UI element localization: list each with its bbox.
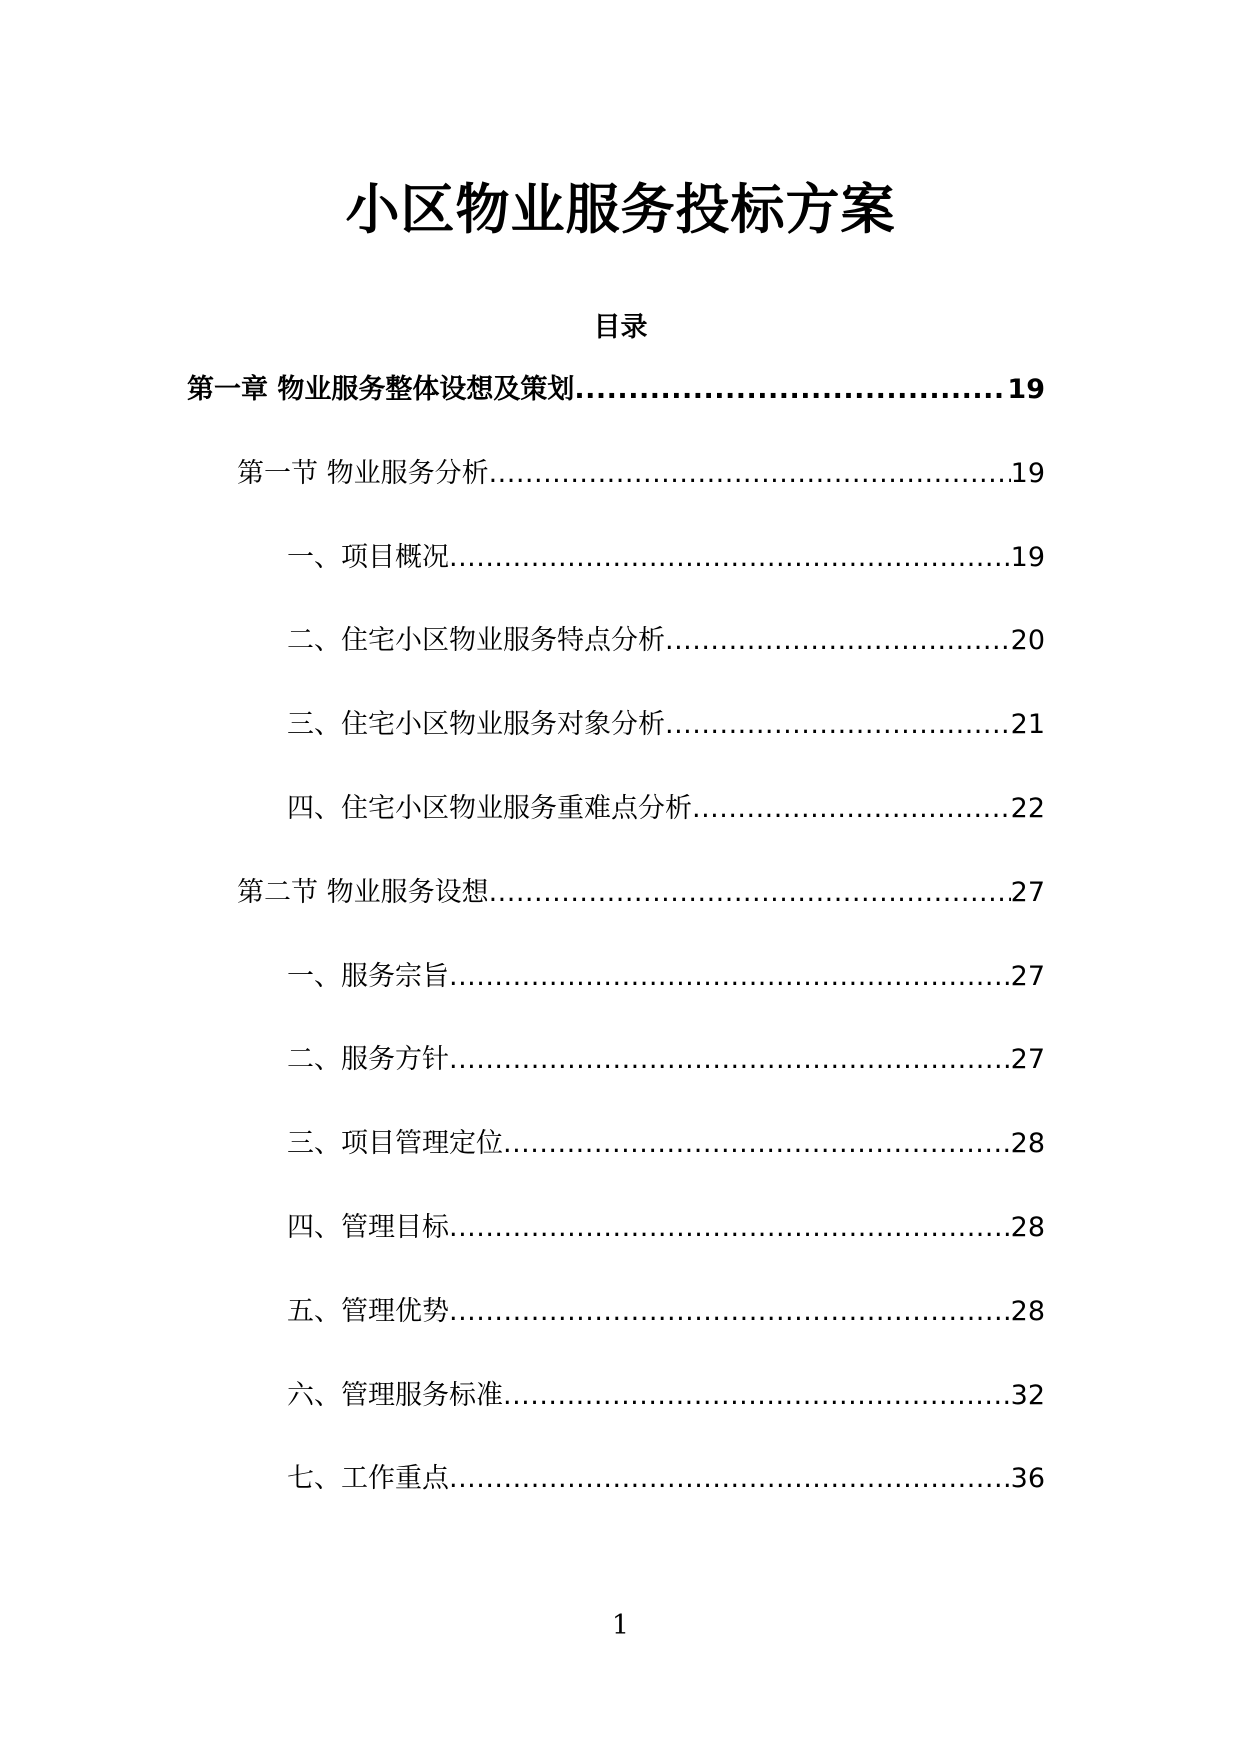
toc-leader-dots xyxy=(665,705,1011,745)
toc-entry-label: 二、住宅小区物业服务特点分析 xyxy=(287,625,665,657)
toc-leader-dots xyxy=(489,873,1011,913)
toc-leader-dots xyxy=(489,454,1011,494)
toc-entry[interactable] xyxy=(187,370,1045,410)
toc-entry[interactable] xyxy=(287,1124,1045,1164)
toc-leader-dots xyxy=(574,370,1007,410)
toc-entry[interactable] xyxy=(287,1208,1045,1248)
toc-leader-dots xyxy=(449,538,1011,578)
toc-leader-dots xyxy=(692,789,1011,829)
toc-entry-page: 19 xyxy=(1010,457,1045,489)
toc-entry-label: 一、服务宗旨 xyxy=(287,960,449,992)
toc-entry-page: 20 xyxy=(1010,625,1045,657)
toc-entry-label: 五、管理优势 xyxy=(287,1295,449,1327)
toc-entry-label: 第二节 物业服务设想 xyxy=(237,876,489,908)
toc-leader-dots xyxy=(449,1208,1011,1248)
toc-entry-label: 三、项目管理定位 xyxy=(287,1128,503,1160)
toc-entry-page: 28 xyxy=(1010,1295,1045,1327)
toc-entry-page: 27 xyxy=(1010,1044,1045,1076)
toc-entry[interactable] xyxy=(287,789,1045,829)
toc-entry-label: 二、服务方针 xyxy=(287,1044,449,1076)
toc-entry[interactable] xyxy=(287,621,1045,661)
toc-entry[interactable] xyxy=(287,957,1045,997)
toc-entry-label: 第一节 物业服务分析 xyxy=(237,457,489,489)
toc-entry-label: 六、管理服务标准 xyxy=(287,1379,503,1411)
toc-entry[interactable] xyxy=(287,1376,1045,1416)
toc-entry[interactable] xyxy=(287,1292,1045,1332)
toc-entry-page: 27 xyxy=(1010,960,1045,992)
toc-entry[interactable] xyxy=(287,1040,1045,1080)
toc-entry[interactable] xyxy=(287,705,1045,745)
toc-leader-dots xyxy=(665,621,1011,661)
toc-entry[interactable] xyxy=(237,454,1045,494)
toc-entry[interactable] xyxy=(237,873,1045,913)
toc-entry-label: 一、项目概况 xyxy=(287,541,449,573)
toc-entry-label: 四、管理目标 xyxy=(287,1212,449,1243)
toc-leader-dots xyxy=(449,1040,1011,1080)
toc-entry-page: 19 xyxy=(1007,374,1045,405)
toc-leader-dots xyxy=(449,957,1011,997)
toc-entry-label: 三、住宅小区物业服务对象分析 xyxy=(287,709,665,741)
toc-entry[interactable] xyxy=(287,538,1045,578)
toc-entry-page: 22 xyxy=(1010,793,1045,824)
toc-entry-page: 36 xyxy=(1010,1463,1045,1495)
toc-leader-dots xyxy=(503,1124,1011,1164)
page-number: 1 xyxy=(611,1610,630,1641)
toc-leader-dots xyxy=(449,1292,1011,1332)
toc-heading: 目录 xyxy=(593,312,648,343)
toc-entry[interactable] xyxy=(287,1459,1045,1499)
toc-leader-dots xyxy=(449,1459,1011,1499)
toc-entry-label: 四、住宅小区物业服务重难点分析 xyxy=(287,793,692,824)
toc-entry-page: 21 xyxy=(1010,709,1045,741)
toc-entry-page: 19 xyxy=(1010,541,1045,573)
document-title: 小区物业服务投标方案 xyxy=(345,178,896,241)
toc-leader-dots xyxy=(503,1376,1011,1416)
toc-entry-page: 32 xyxy=(1010,1379,1045,1411)
toc-entry-page: 28 xyxy=(1010,1212,1045,1243)
toc-entry-page: 27 xyxy=(1010,876,1045,908)
toc-entry-label: 七、工作重点 xyxy=(287,1463,449,1495)
toc-entry-page: 28 xyxy=(1010,1128,1045,1160)
toc-entry-label: 第一章 物业服务整体设想及策划 xyxy=(187,374,575,405)
